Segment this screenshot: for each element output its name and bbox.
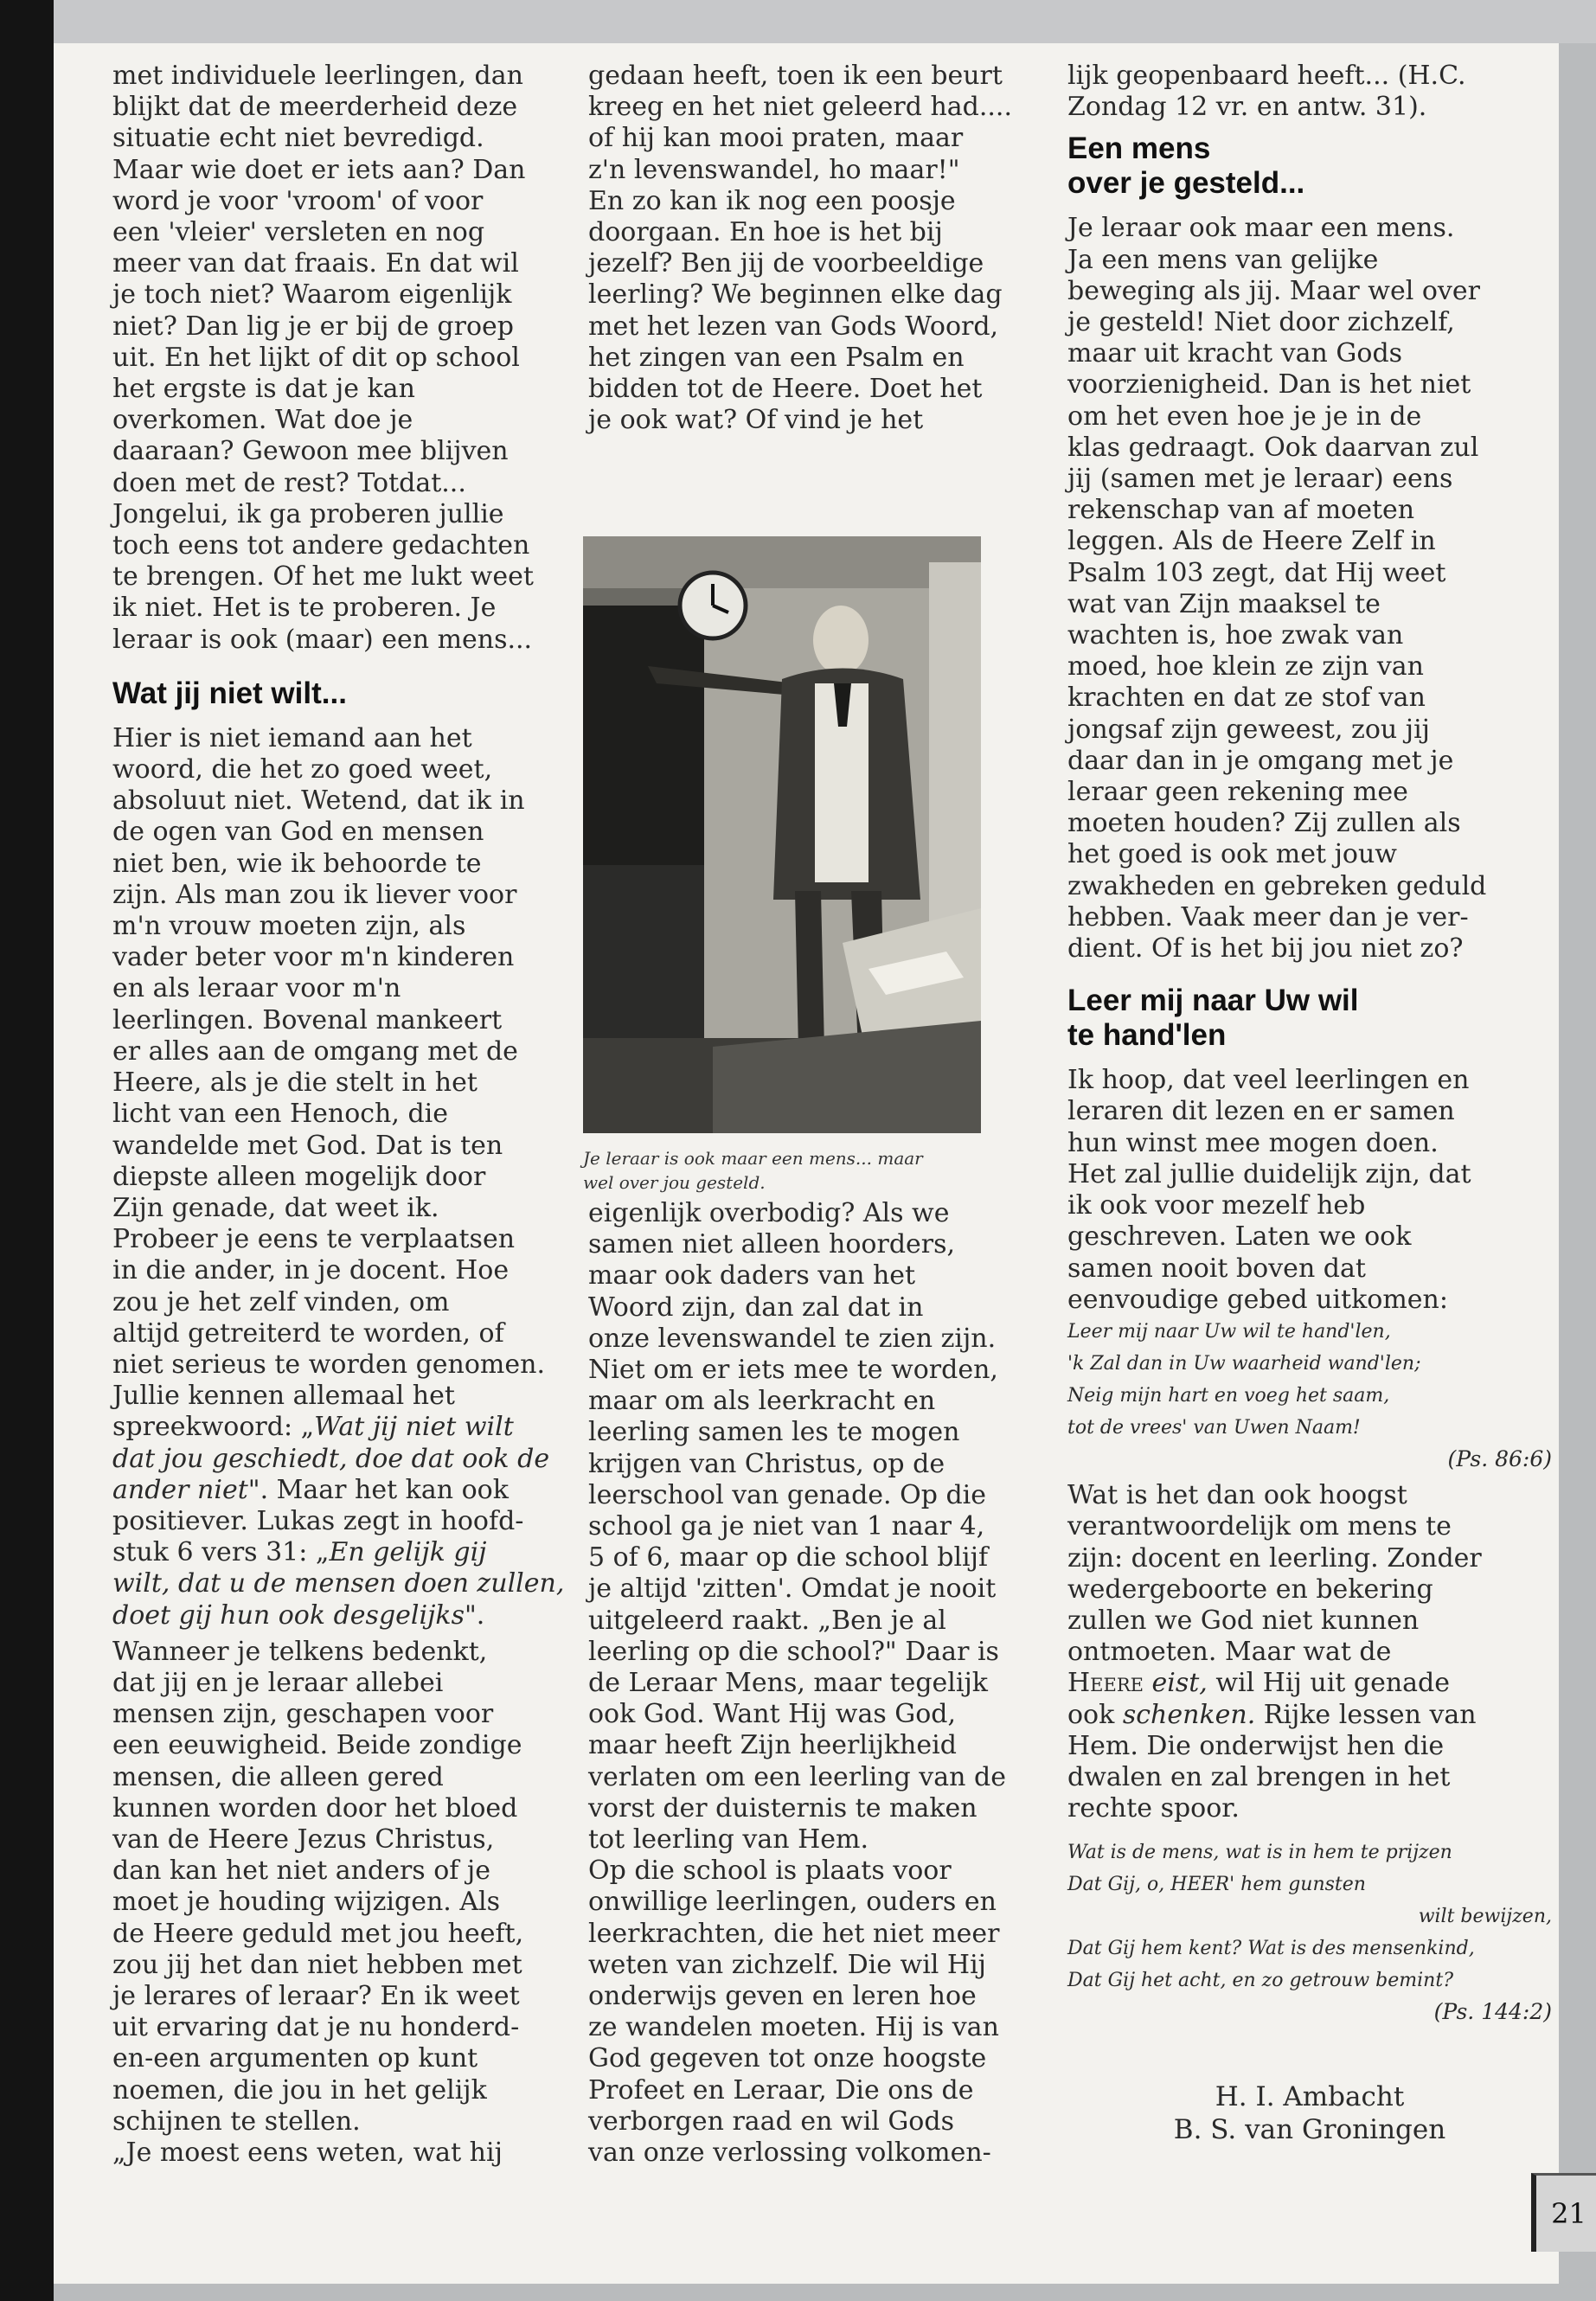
col2-paragraph-1: [588, 61, 1073, 436]
text-line: Ja een mens van gelijke: [1067, 244, 1379, 275]
text-line: kunnen worden door het bloed: [112, 1792, 518, 1823]
text-line: Je leraar is ook maar een mens... maar: [583, 1148, 923, 1169]
text-line: toch eens tot andere gedachten: [112, 530, 530, 561]
psalm-quote-1: [1067, 1316, 1552, 1444]
text-line: lijk geopenbaard heeft... (H.C.: [1067, 61, 1466, 91]
col1-paragraph-3: [112, 1637, 597, 2169]
text-line: Leer mij naar Uw wil te hand'len,: [1067, 1320, 1391, 1343]
text-line: de Leraar Mens, maar tegelijk: [588, 1668, 988, 1699]
text-line: doorgaan. En hoe is het bij: [588, 217, 943, 248]
text-line: Ik hoop, dat veel leerlingen en: [1067, 1065, 1470, 1096]
text-line: moeten houden? Zij zullen als: [1067, 808, 1461, 839]
poem-line: Dat Gij, o, HEER' hem gunsten: [1067, 1874, 1366, 1896]
teacher-at-blackboard-image: [583, 536, 981, 1133]
heading-line: over je gesteld...: [1067, 166, 1305, 201]
text-line: Jullie kennen allemaal het: [112, 1381, 455, 1412]
text-line: de Heere geduld met jou heeft,: [112, 1918, 524, 1949]
text-line: te brengen. Of het me lukt weet: [112, 561, 534, 593]
text-line: tot de vrees' van Uwen Naam!: [1067, 1416, 1361, 1439]
text-line: het ergste is dat je kan: [112, 374, 415, 405]
text-line: dat jou geschiedt, doe dat ook de: [112, 1443, 550, 1474]
text-line: dat jij en je leraar allebei: [112, 1667, 444, 1698]
text-line: om het even hoe je je in de: [1067, 401, 1422, 432]
col3-paragraph-3: [1067, 1065, 1552, 1316]
italic-word: eist,: [1143, 1668, 1208, 1699]
text-line: en-een argumenten op kunt: [112, 2043, 478, 2074]
text-line: rechte spoor.: [1067, 1793, 1240, 1824]
text-line: leerlingen. Bovenal mankeert: [112, 1004, 503, 1035]
text-line: Jongelui, ik ga proberen jullie: [112, 498, 504, 529]
col3-paragraph-2: [1067, 213, 1552, 965]
text-line: dient. Of is het bij jou niet zo?: [1067, 933, 1464, 965]
text-line: Op die school is plaats voor: [588, 1856, 952, 1887]
text-line: van onze verlossing volkomen-: [588, 2138, 991, 2169]
poem-line: Wat is de mens, wat is in hem te prijzen: [1067, 1842, 1452, 1864]
heading-line: Leer mij naar Uw wil: [1067, 984, 1359, 1018]
text-line: diepste alleen mogelijk door: [112, 1161, 486, 1192]
text-line: leerling samen les te mogen: [588, 1417, 960, 1448]
text-line: [1067, 1700, 1552, 1731]
text-line: leerschool van genade. Op die: [588, 1479, 986, 1510]
text-line: school ga je niet van 1 naar 4,: [588, 1511, 985, 1542]
text-line: Niet om er iets mee te worden,: [588, 1355, 998, 1386]
text-line: niet? Dan lig je er bij de groep: [112, 311, 514, 342]
text-line: leraar is ook (maar) een mens...: [112, 624, 533, 655]
text-line: God gegeven tot onze hoogste: [588, 2043, 987, 2074]
text-line: mensen, die alleen gered: [112, 1761, 444, 1792]
text-line: altijd getreiterd te worden, of: [112, 1317, 504, 1349]
text-line: beweging als jij. Maar wel over: [1067, 275, 1480, 306]
text-line: jezelf? Ben jij de voorbeeldige: [588, 248, 984, 279]
text-line: wilt, dat u de mensen doen zullen,: [112, 1568, 565, 1599]
text-line: Zijn genade, dat weet ik.: [112, 1192, 439, 1223]
text-line: dwalen en zal brengen in het: [1067, 1761, 1451, 1792]
text-line: met het lezen van Gods Woord,: [588, 311, 999, 342]
text-line: zwakheden en gebreken geduld: [1067, 870, 1487, 901]
text-line: Wat is het dan ook hoogst: [1067, 1480, 1407, 1511]
heading-wat-jij-niet-wilt: Wat jij niet wilt...: [112, 676, 347, 710]
text-line: kreeg en het niet geleerd had....: [588, 92, 1013, 123]
text-line: verborgen raad en wil Gods: [588, 2106, 954, 2137]
text-line: weten van zichzelf. Die wil Hij: [588, 1949, 986, 1980]
text-line: zullen we God niet kunnen: [1067, 1605, 1420, 1636]
text-line: onderwijs geven en leren hoe: [588, 1981, 977, 2012]
psalm-quote-2: [1067, 1836, 1552, 1997]
text-line: verantwoordelijk om mens te: [1067, 1511, 1452, 1542]
classroom-photo: [583, 536, 981, 1133]
text-line: moet je houding wijzigen. Als: [112, 1887, 500, 1918]
column-1: [112, 61, 597, 2169]
text-line: zijn. Als man zou ik liever voor: [112, 879, 517, 910]
text-line: moed, hoe klein ze zijn van: [1067, 651, 1425, 683]
text-fragment: wil Hij uit genade: [1207, 1668, 1451, 1699]
text-line: zijn: docent en leerling. Zonder: [1067, 1542, 1482, 1574]
text-line: schijnen te stellen.: [112, 2106, 361, 2137]
text-line: ander niet". Maar het kan ook: [112, 1474, 509, 1505]
col1-paragraph-2: [112, 723, 597, 1631]
text-line: je ook wat? Of vind je het: [588, 405, 924, 436]
text-line: licht van een Henoch, die: [112, 1099, 449, 1130]
text-line: wachten is, hoe zwak van: [1067, 620, 1404, 651]
text-line: maar heeft Zijn heerlijkheid: [588, 1730, 957, 1761]
text-line: Probeer je eens te verplaatsen: [112, 1224, 516, 1255]
text-line: in die ander, in je docent. Hoe: [112, 1255, 510, 1286]
text-line: wat van Zijn maaksel te: [1067, 588, 1381, 619]
text-line: ontmoeten. Maar wat de: [1067, 1637, 1392, 1668]
text-line: uitgeleerd raakt. „Ben je al: [588, 1605, 946, 1636]
text-line: zou je het zelf vinden, om: [112, 1286, 450, 1317]
text-line: krijgen van Christus, op de: [588, 1448, 945, 1479]
text-line: doet gij hun ook desgelijks".: [112, 1599, 485, 1631]
text-line: de ogen van God en mensen: [112, 817, 484, 848]
text-line: niet ben, wie ik behoorde te: [112, 848, 482, 879]
text-line: maar uit kracht van Gods: [1067, 338, 1403, 369]
text-line: ik ook voor mezelf heb: [1067, 1190, 1366, 1221]
text-line: Psalm 103 zegt, dat Hij weet: [1067, 557, 1446, 588]
column-2: [588, 61, 1073, 436]
text-line: onze levenswandel te zien zijn.: [588, 1323, 997, 1354]
text-line: klas gedraagt. Ook daarvan zul: [1067, 432, 1479, 463]
text-line: er alles aan de omgang met de: [112, 1035, 518, 1067]
text-line: Het zal jullie duidelijk zijn, dat: [1067, 1158, 1471, 1189]
text-line: zou jij het dan niet hebben met: [112, 1949, 522, 1980]
text-line: maar om als leerkracht en: [588, 1386, 936, 1417]
text-line: krachten en dat ze stof van: [1067, 683, 1426, 714]
poem-line: wilt bewijzen,: [1418, 1906, 1552, 1928]
text-line: noemen, die jou in het gelijk: [112, 2074, 487, 2106]
text-line: van de Heere Jezus Christus,: [112, 1823, 495, 1855]
text-line: en als leraar voor m'n: [112, 973, 401, 1004]
text-line: word je voor 'vroom' of voor: [112, 185, 484, 216]
text-line: positiever. Lukas zegt in hoofd-: [112, 1505, 524, 1536]
text-line: Woord zijn, dan zal dat in: [588, 1292, 924, 1323]
text-line: samen niet alleen hoorders,: [588, 1229, 956, 1260]
text-line: leerkrachten, die het niet meer: [588, 1918, 1000, 1949]
text-line: Wanneer je telkens bedenkt,: [112, 1636, 488, 1667]
text-line: 5 of 6, maar op die school blijf: [588, 1542, 989, 1574]
text-line: En zo kan ik nog een poosje: [588, 185, 956, 216]
text-line: geschreven. Laten we ook: [1067, 1221, 1412, 1253]
text-line: z'n levenswandel, ho maar!": [588, 154, 960, 185]
poem-line: Dat Gij hem kent? Wat is des mensenkind,: [1067, 1938, 1475, 1960]
text-line: bidden tot de Heere. Doet het: [588, 374, 983, 405]
text-line: eenvoudige gebed uitkomen:: [1067, 1284, 1448, 1315]
text-line: daar dan in je omgang met je: [1067, 745, 1454, 776]
page-number: 21: [1531, 2173, 1596, 2252]
col1-paragraph-1: [112, 61, 597, 656]
text-line: overkomen. Wat doe je: [112, 405, 413, 436]
text-line: leerling? We beginnen elke dag: [588, 279, 1003, 311]
text-line: Hier is niet iemand aan het: [112, 722, 472, 753]
text-line: leraren dit lezen en er samen: [1067, 1096, 1455, 1127]
author-signature: [1067, 2080, 1552, 2146]
text-line: Je leraar ook maar een mens.: [1067, 213, 1455, 244]
author-name: H. I. Ambacht: [1215, 2080, 1405, 2112]
poem-line: Dat Gij het acht, en zo getrouw bemint?: [1067, 1970, 1453, 1992]
text-line: wandelde met God. Dat is ten: [112, 1130, 503, 1161]
text-line: wedergeboorte en bekering: [1067, 1574, 1433, 1605]
text-line: ik niet. Het is te proberen. Je: [112, 593, 497, 624]
heading-line: Een mens: [1067, 131, 1211, 166]
text-line: blijkt dat de meerderheid deze: [112, 92, 518, 123]
text-line: samen nooit boven dat: [1067, 1253, 1366, 1284]
text-line: Hem. Die onderwijst hen die: [1067, 1730, 1445, 1761]
text-line: ze wandelen moeten. Hij is van: [588, 2012, 999, 2043]
magazine-page: [54, 43, 1559, 2284]
text-line: je altijd 'zitten'. Omdat je nooit: [588, 1574, 997, 1605]
text-line: daaraan? Gewoon mee blijven: [112, 436, 509, 467]
text-line: m'n vrouw moeten zijn, als: [112, 911, 466, 942]
text-line: je lerares of leraar? En ik weet: [112, 1980, 520, 2011]
text-line: jij (samen met je leraar) eens: [1067, 464, 1453, 495]
text-line: wel over jou gesteld.: [583, 1172, 766, 1193]
text-line: voorzienigheid. Dan is het niet: [1067, 369, 1471, 401]
text-line: absoluut niet. Wetend, dat ik in: [112, 785, 525, 817]
text-line: ook God. Want Hij was God,: [588, 1699, 957, 1730]
psalm-ref-1: (Ps. 86:6): [1447, 1445, 1552, 1471]
text-line: een 'vleier' versleten en nog: [112, 217, 485, 248]
col3-paragraph-1: [1067, 61, 1552, 123]
heading-een-mens-over-je-gesteld: [1067, 131, 1552, 201]
heading-line: te hand'len: [1067, 1018, 1227, 1053]
text-line: stuk 6 vers 31: „En gelijk gij: [112, 1537, 487, 1568]
text-line: uit. En het lijkt of dit op school: [112, 342, 520, 373]
text-line: vader beter voor m'n kinderen: [112, 942, 515, 973]
text-line: 'k Zal dan in Uw waarheid wand'len;: [1067, 1352, 1421, 1375]
text-line: je toch niet? Waarom eigenlijk: [112, 279, 512, 311]
text-line: je gesteld! Niet door zichzelf,: [1067, 307, 1455, 338]
scan-edge-top: [54, 0, 1596, 43]
text-line: rekenschap van af moeten: [1067, 495, 1415, 526]
text-line: het goed is ook met jouw: [1067, 839, 1397, 870]
text-line: vorst der duisternis te maken: [588, 1792, 977, 1823]
small-caps-heere: Heere: [1067, 1668, 1144, 1699]
text-line: doen met de rest? Totdat...: [112, 467, 466, 498]
text-line: onwillige leerlingen, ouders en: [588, 1887, 997, 1918]
text-line: Maar wie doet er iets aan? Dan: [112, 154, 526, 185]
text-line: jongsaf zijn geweest, zou jij: [1067, 714, 1430, 745]
text-line: hebben. Vaak meer dan je ver-: [1067, 901, 1469, 933]
text-line: eigenlijk overbodig? Als we: [588, 1198, 950, 1228]
column-2-lower: [588, 1198, 1073, 2169]
text-line: tot leerling van Hem.: [588, 1824, 869, 1856]
text-line: gedaan heeft, toen ik een beurt: [588, 61, 1003, 91]
text-line: niet serieus te worden genomen.: [112, 1349, 545, 1380]
text-line: leerling op die school?" Daar is: [588, 1636, 999, 1667]
text-line: „Je moest eens weten, wat hij: [112, 2138, 503, 2168]
text-line: meer van dat fraais. En dat wil: [112, 248, 519, 279]
text-fragment: Rijke lessen van: [1255, 1699, 1477, 1730]
text-line: Neig mijn hart en voeg het saam,: [1067, 1384, 1390, 1407]
text-line: spreekwoord: „Wat jij niet wilt: [112, 1412, 514, 1443]
text-line: een eeuwigheid. Beide zondige: [112, 1730, 522, 1761]
col3-paragraph-4: [1067, 1480, 1552, 1824]
text-line: woord, die het zo goed weet,: [112, 754, 493, 785]
text-line: Profeet en Leraar, Die ons de: [588, 2074, 974, 2106]
heading-leer-mij-naar-uw-wil: [1067, 984, 1552, 1053]
text-line: uit ervaring dat je nu honderd-: [112, 2012, 520, 2043]
text-line: situatie echt niet bevredigd.: [112, 123, 484, 154]
text-line: Zondag 12 vr. en antw. 31).: [1067, 92, 1427, 123]
text-line: leraar geen rekening mee: [1067, 777, 1408, 808]
column-3: [1067, 61, 1552, 2146]
text-line: mensen zijn, geschapen voor: [112, 1699, 494, 1730]
scan-edge-left: [0, 0, 54, 2301]
text-line: hun winst mee mogen doen.: [1067, 1127, 1439, 1158]
text-line: of hij kan mooi praten, maar: [588, 123, 964, 154]
text-line: maar ook daders van het: [588, 1260, 916, 1292]
text-line: leggen. Als de Heere Zelf in: [1067, 526, 1436, 557]
psalm-ref-2: (Ps. 144:2): [1433, 1999, 1552, 2025]
text-line: verlaten om een leerling van de: [588, 1761, 1006, 1792]
col2-paragraph-2: [588, 1198, 1073, 2169]
text-line: het zingen van een Psalm en: [588, 342, 965, 373]
text-line: Heere, als je die stelt in het: [112, 1067, 478, 1099]
photo-caption: [583, 1146, 990, 1195]
text-fragment: ook: [1067, 1699, 1123, 1730]
text-line: [1067, 1668, 1552, 1699]
text-line: met individuele leerlingen, dan: [112, 61, 523, 91]
text-line: dan kan het niet anders of je: [112, 1856, 490, 1887]
italic-word: schenken.: [1122, 1699, 1256, 1730]
author-name: B. S. van Groningen: [1173, 2113, 1446, 2145]
